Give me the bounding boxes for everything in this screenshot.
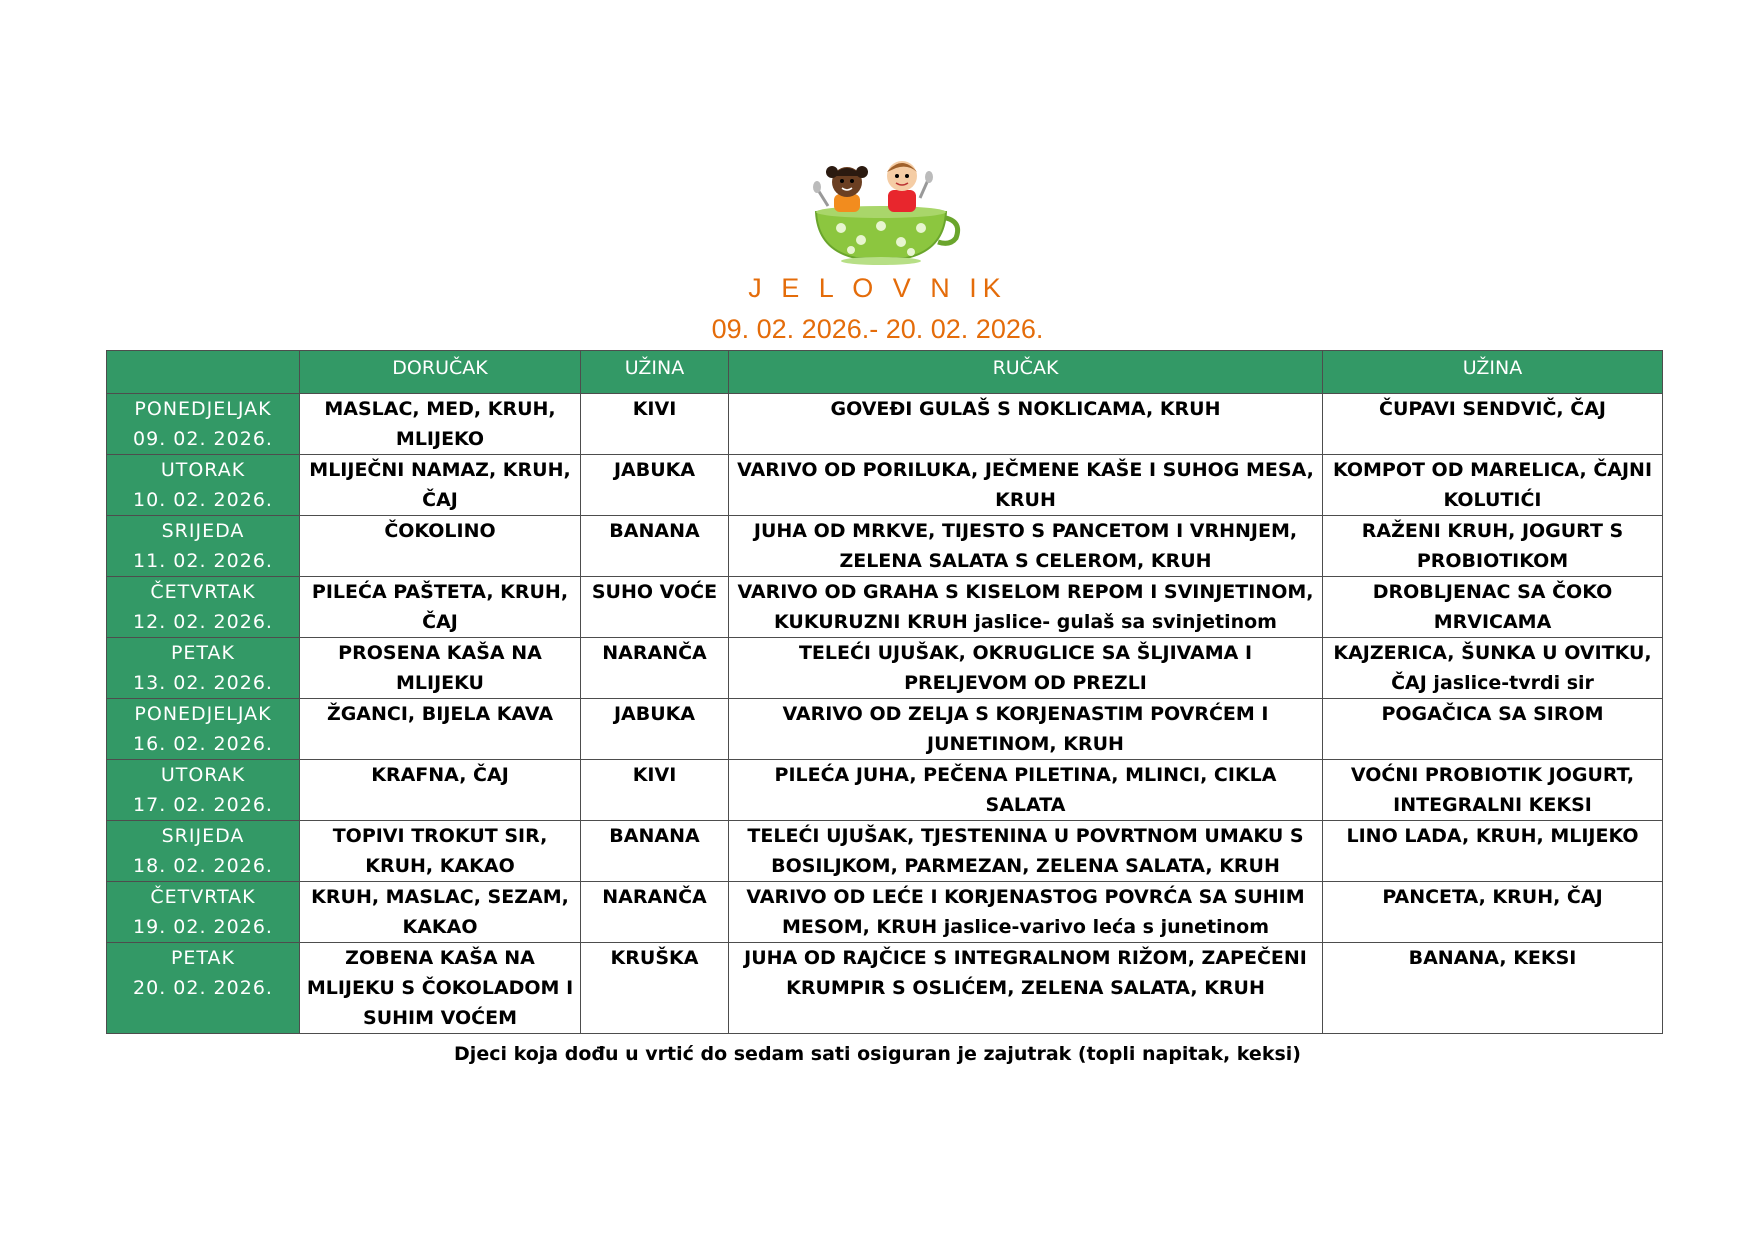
uzina-afternoon-cell: RAŽENI KRUH, JOGURT S PROBIOTIKOM xyxy=(1323,516,1663,577)
rucak-cell: TELEĆI UJUŠAK, TJESTENINA U POVRTNOM UMAKU S BOSILJKOM, PARMEZAN, ZELENA SALATA, KRUH xyxy=(729,821,1323,882)
day-name: SRIJEDA xyxy=(161,825,245,847)
dorucak-cell: KRUH, MASLAC, SEZAM, KAKAO xyxy=(300,882,581,943)
day-name: UTORAK xyxy=(160,764,246,786)
uzina-afternoon-cell: DROBLJENAC SA ČOKO MRVICAMA xyxy=(1323,577,1663,638)
rucak-cell: JUHA OD RAJČICE S INTEGRALNOM RIŽOM, ZAPEČENI KRUMPIR S OSLIĆEM, ZELENA SALATA, KRUH xyxy=(729,943,1323,1034)
day-cell xyxy=(107,760,300,821)
header-uzina-morning: UŽINA xyxy=(581,351,729,394)
day-cell xyxy=(107,699,300,760)
table-row xyxy=(107,516,1663,577)
table-row xyxy=(107,882,1663,943)
table-row xyxy=(107,455,1663,516)
day-name: PONEDJELJAK xyxy=(134,398,272,420)
table-row xyxy=(107,577,1663,638)
day-name: PETAK xyxy=(170,642,236,664)
day-cell xyxy=(107,394,300,455)
uzina-morning-cell: JABUKA xyxy=(581,455,729,516)
rucak-cell: JUHA OD MRKVE, TIJESTO S PANCETOM I VRHNJEM, ZELENA SALATA S CELEROM, KRUH xyxy=(729,516,1323,577)
uzina-morning-cell: SUHO VOĆE xyxy=(581,577,729,638)
day-date: 11. 02. 2026. xyxy=(133,550,273,572)
uzina-morning-cell: BANANA xyxy=(581,821,729,882)
uzina-afternoon-cell: KAJZERICA, ŠUNKA U OVITKU, ČAJ jaslice-tvrdi sir xyxy=(1323,638,1663,699)
uzina-afternoon-cell: VOĆNI PROBIOTIK JOGURT, INTEGRALNI KEKSI xyxy=(1323,760,1663,821)
date-range: 09. 02. 2026.- 20. 02. 2026. xyxy=(711,314,1044,344)
rucak-cell: VARIVO OD GRAHA S KISELOM REPOM I SVINJETINOM, KUKURUZNI KRUH jaslice- gulaš sa svinjetinom xyxy=(729,577,1323,638)
rucak-cell: VARIVO OD ZELJA S KORJENASTIM POVRĆEM I JUNETINOM, KRUH xyxy=(729,699,1323,760)
dorucak-cell: ČOKOLINO xyxy=(300,516,581,577)
table-header-row xyxy=(107,351,1663,394)
rucak-cell: VARIVO OD PORILUKA, JEČMENE KAŠE I SUHOG MESA, KRUH xyxy=(729,455,1323,516)
uzina-afternoon-cell: POGAČICA SA SIROM xyxy=(1323,699,1663,760)
day-date: 19. 02. 2026. xyxy=(133,916,273,938)
uzina-morning-cell: NARANČA xyxy=(581,638,729,699)
dorucak-cell: ZOBENA KAŠA NA MLIJEKU S ČOKOLADOM I SUHIM VOĆEM xyxy=(300,943,581,1034)
breakfast-note: Djeci koja dođu u vrtić do sedam sati osiguran je zajutrak (topli napitak, keksi) xyxy=(454,1043,1301,1065)
header-rucak: RUČAK xyxy=(729,351,1323,394)
table-row xyxy=(107,821,1663,882)
day-name: PETAK xyxy=(170,947,236,969)
day-cell xyxy=(107,577,300,638)
day-name: ČETVRTAK xyxy=(150,886,256,908)
dorucak-cell: PROSENA KAŠA NA MLIJEKU xyxy=(300,638,581,699)
uzina-afternoon-cell: BANANA, KEKSI xyxy=(1323,943,1663,1034)
uzina-morning-cell: KIVI xyxy=(581,760,729,821)
table-row xyxy=(107,394,1663,455)
day-name: UTORAK xyxy=(160,459,246,481)
uzina-afternoon-cell: KOMPOT OD MARELICA, ČAJNI KOLUTIĆI xyxy=(1323,455,1663,516)
children-in-teacup-logo xyxy=(796,150,966,266)
dorucak-cell: TOPIVI TROKUT SIR, KRUH, KAKAO xyxy=(300,821,581,882)
uzina-afternoon-cell: LINO LADA, KRUH, MLIJEKO xyxy=(1323,821,1663,882)
day-date: 18. 02. 2026. xyxy=(133,855,273,877)
day-name: ČETVRTAK xyxy=(150,581,256,603)
uzina-afternoon-cell: ČUPAVI SENDVIČ, ČAJ xyxy=(1323,394,1663,455)
day-date: 13. 02. 2026. xyxy=(133,672,273,694)
table-row xyxy=(107,699,1663,760)
rucak-cell: GOVEĐI GULAŠ S NOKLICAMA, KRUH xyxy=(729,394,1323,455)
uzina-morning-cell: BANANA xyxy=(581,516,729,577)
menu-title: J E L O V N IK xyxy=(748,273,1007,303)
dorucak-cell: KRAFNA, ČAJ xyxy=(300,760,581,821)
day-date: 20. 02. 2026. xyxy=(133,977,273,999)
uzina-morning-cell: JABUKA xyxy=(581,699,729,760)
day-date: 10. 02. 2026. xyxy=(133,489,273,511)
rucak-cell: VARIVO OD LEĆE I KORJENASTOG POVRĆA SA SUHIM MESOM, KRUH jaslice-varivo leća s junetinom xyxy=(729,882,1323,943)
day-date: 17. 02. 2026. xyxy=(133,794,273,816)
day-cell xyxy=(107,516,300,577)
uzina-morning-cell: KRUŠKA xyxy=(581,943,729,1034)
header-dorucak: DORUČAK xyxy=(300,351,581,394)
table-row xyxy=(107,760,1663,821)
day-cell xyxy=(107,943,300,1034)
day-cell xyxy=(107,882,300,943)
dorucak-cell: MASLAC, MED, KRUH, MLIJEKO xyxy=(300,394,581,455)
uzina-morning-cell: KIVI xyxy=(581,394,729,455)
day-date: 09. 02. 2026. xyxy=(133,428,273,450)
rucak-cell: PILEĆA JUHA, PEČENA PILETINA, MLINCI, CIKLA SALATA xyxy=(729,760,1323,821)
rucak-cell: TELEĆI UJUŠAK, OKRUGLICE SA ŠLJIVAMA I PRELJEVOM OD PREZLI xyxy=(729,638,1323,699)
dorucak-cell: PILEĆA PAŠTETA, KRUH, ČAJ xyxy=(300,577,581,638)
header-day xyxy=(107,351,300,394)
day-name: PONEDJELJAK xyxy=(134,703,272,725)
day-name: SRIJEDA xyxy=(161,520,245,542)
day-date: 16. 02. 2026. xyxy=(133,733,273,755)
dorucak-cell: MLIJEČNI NAMAZ, KRUH, ČAJ xyxy=(300,455,581,516)
day-cell xyxy=(107,821,300,882)
header-uzina-afternoon: UŽINA xyxy=(1323,351,1663,394)
table-row xyxy=(107,943,1663,1034)
uzina-afternoon-cell: PANCETA, KRUH, ČAJ xyxy=(1323,882,1663,943)
dorucak-cell: ŽGANCI, BIJELA KAVA xyxy=(300,699,581,760)
table-row xyxy=(107,638,1663,699)
day-cell xyxy=(107,638,300,699)
day-cell xyxy=(107,455,300,516)
uzina-morning-cell: NARANČA xyxy=(581,882,729,943)
weekly-menu-table xyxy=(106,350,1663,1034)
day-date: 12. 02. 2026. xyxy=(133,611,273,633)
